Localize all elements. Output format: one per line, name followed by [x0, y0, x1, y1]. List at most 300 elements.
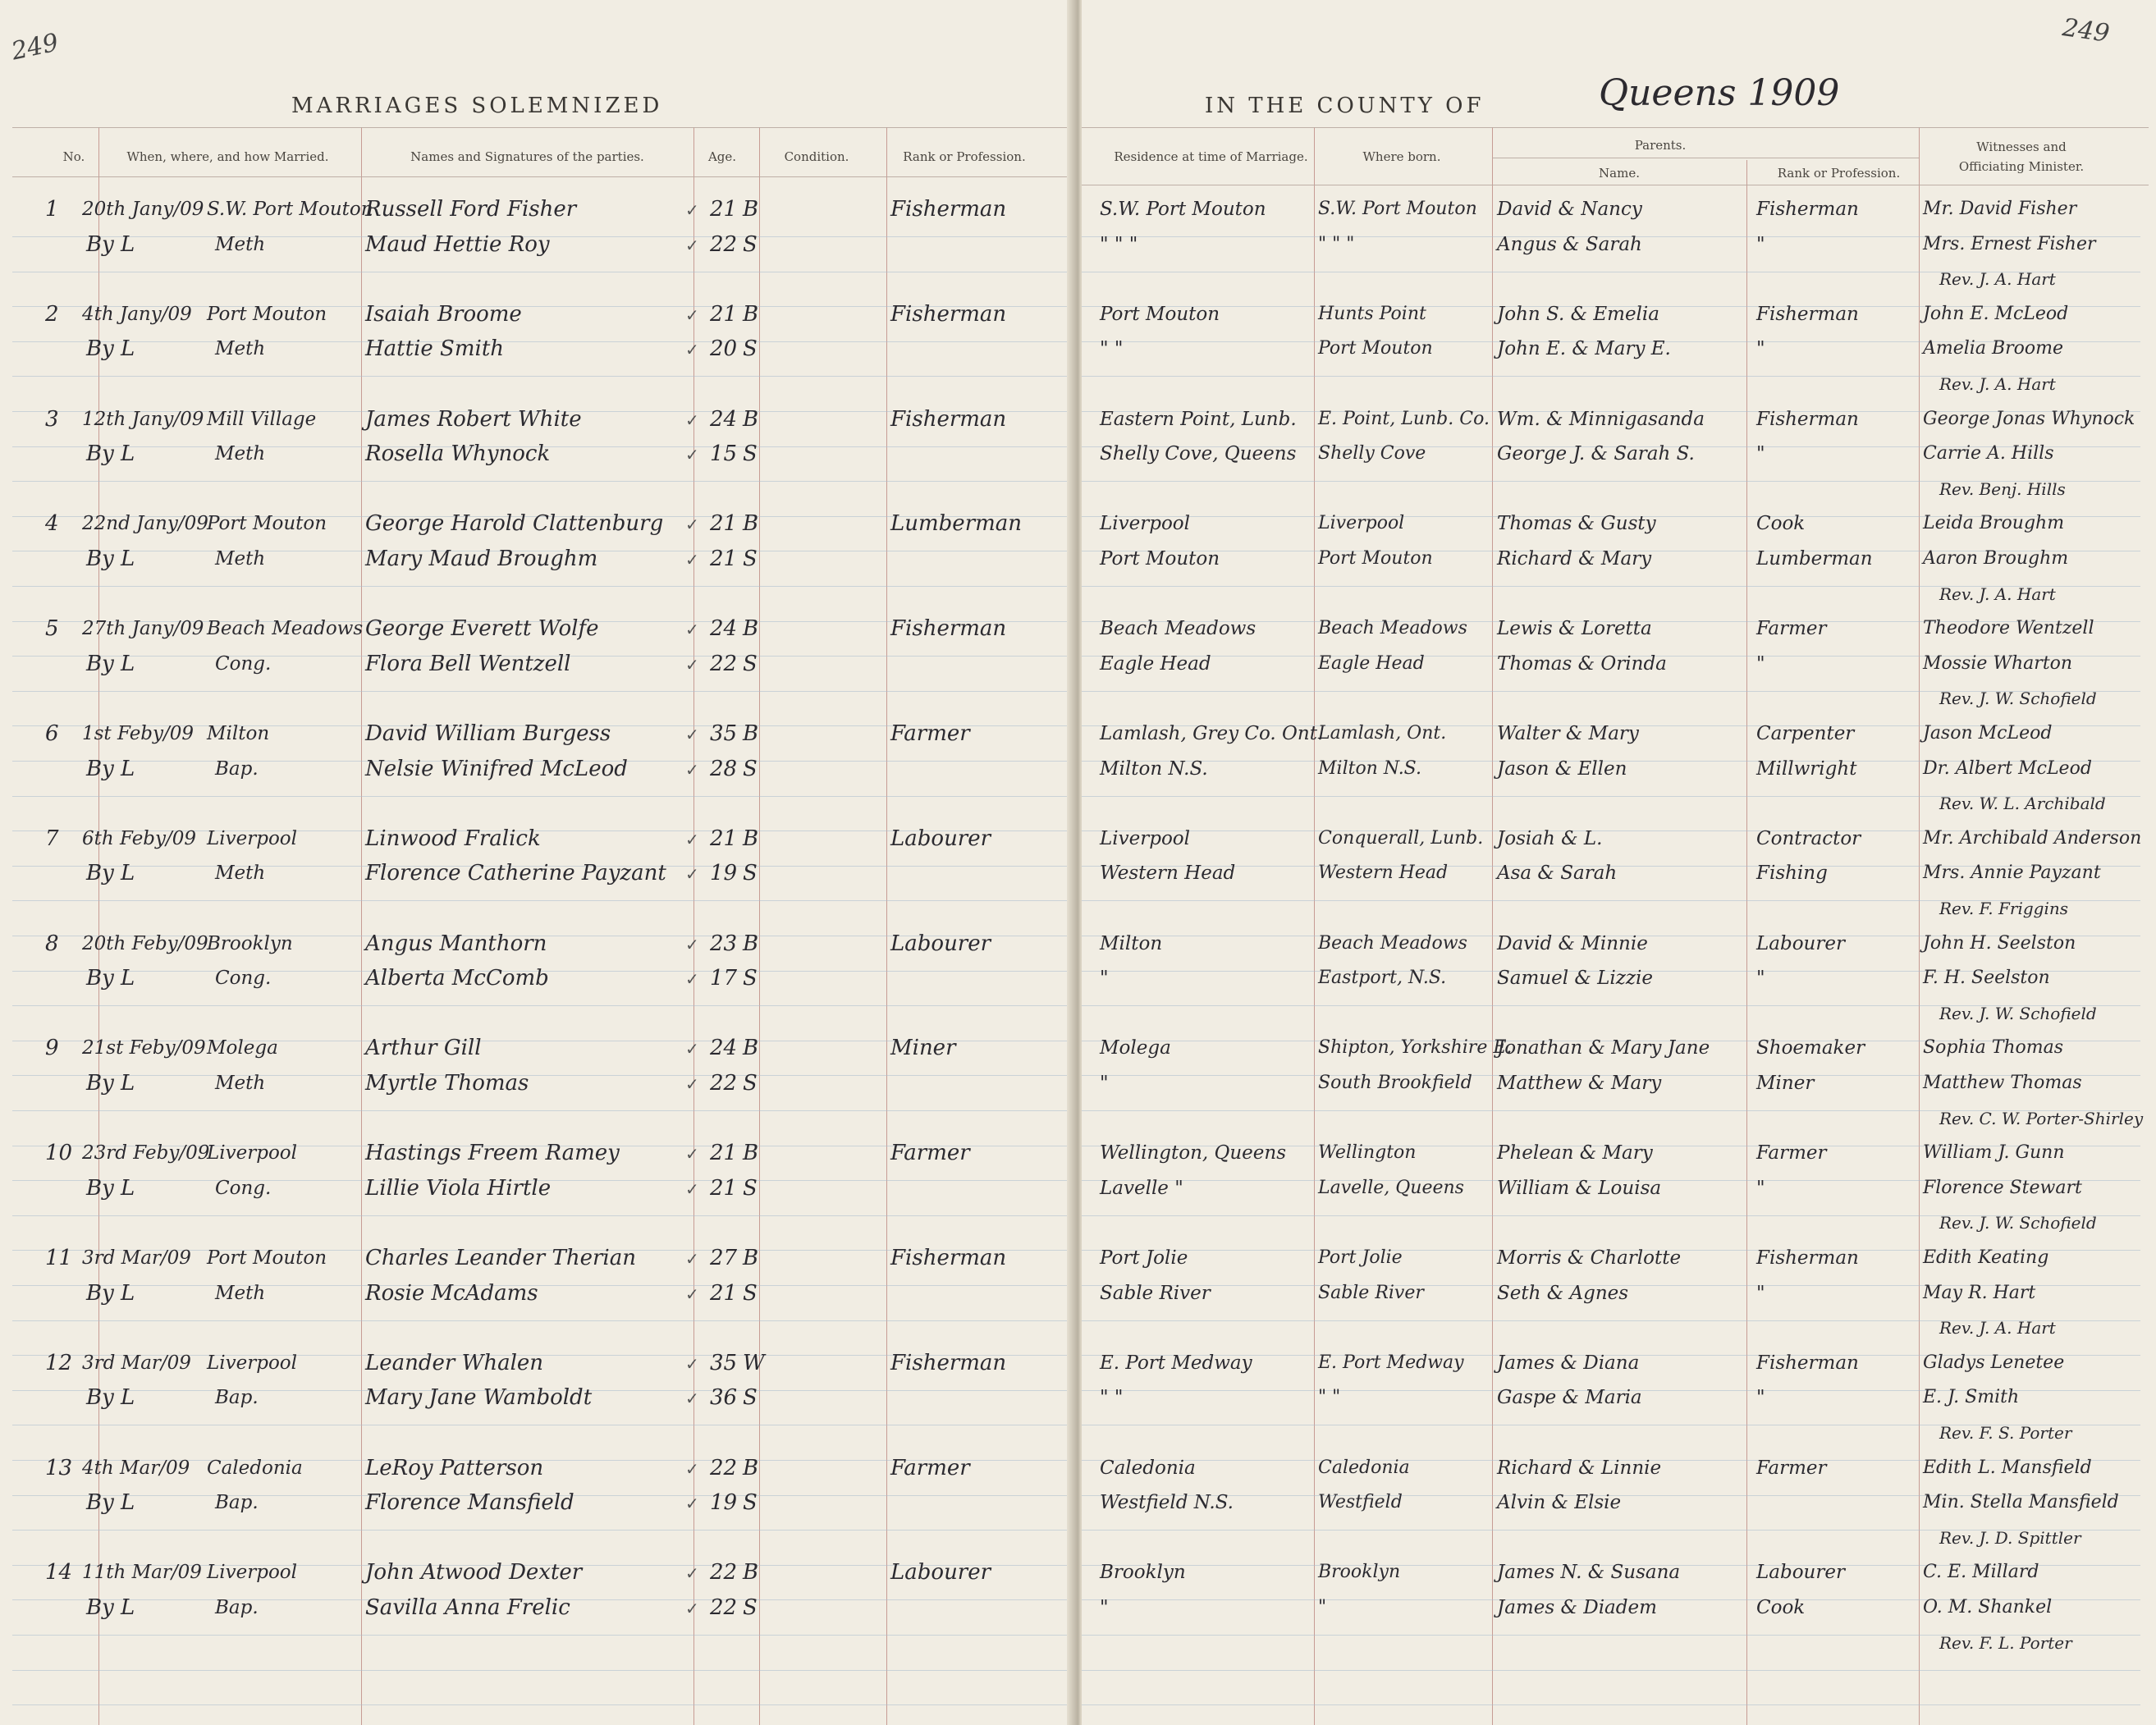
- entry-number: 10: [45, 1141, 73, 1166]
- ruled-line: [12, 1635, 1071, 1636]
- entry-number: 14: [45, 1560, 73, 1585]
- bride-residence: ": [1100, 1073, 1109, 1094]
- entry-denomination: Meth: [215, 1073, 266, 1094]
- rank-profession: Lumberman: [890, 511, 1023, 537]
- groom-parents-rank: Fisherman: [1756, 303, 1859, 325]
- entry-how: By L: [86, 336, 135, 362]
- folio-left: 249: [8, 28, 62, 66]
- check-mark: ✓: [685, 1039, 699, 1059]
- col-witness-header-2: Officiating Minister.: [1958, 159, 2085, 174]
- bride-name: Alberta McComb: [365, 966, 549, 991]
- entry-place: Molega: [207, 1037, 278, 1059]
- groom-parents: John S. & Emelia: [1497, 303, 1659, 325]
- bride-birthplace: " " ": [1318, 233, 1355, 254]
- entry-denomination: Meth: [215, 1282, 266, 1304]
- bride-condition: S: [743, 547, 758, 571]
- rank-profession: Miner: [890, 1036, 956, 1061]
- witness-2: Florence Stewart: [1923, 1177, 2082, 1198]
- officiating-minister: Rev. F. S. Porter: [1939, 1423, 2072, 1443]
- bride-parents: Thomas & Orinda: [1497, 652, 1667, 675]
- groom-condition: W: [743, 1350, 765, 1375]
- check-mark: ✓: [685, 1353, 699, 1374]
- groom-birthplace: Shipton, Yorkshire E.: [1318, 1037, 1513, 1059]
- bride-age: 19: [710, 1490, 738, 1516]
- bride-age: 21: [710, 1175, 738, 1201]
- groom-parents: Jonathan & Mary Jane: [1497, 1037, 1710, 1059]
- entry-denomination: Meth: [215, 443, 266, 465]
- groom-birthplace: Beach Meadows: [1318, 618, 1467, 639]
- officiating-minister: Rev. W. L. Archibald: [1939, 794, 2106, 814]
- groom-residence: Port Mouton: [1100, 303, 1220, 325]
- ruled-line: [12, 1320, 1071, 1321]
- ruled-line: [12, 1075, 1071, 1076]
- groom-parents: Morris & Charlotte: [1497, 1247, 1682, 1269]
- bride-age: 19: [710, 861, 738, 886]
- check-mark: ✓: [685, 410, 699, 430]
- groom-condition: B: [743, 616, 759, 642]
- officiating-minister: Rev. J. A. Hart: [1939, 374, 2056, 394]
- groom-age: 24: [710, 616, 738, 642]
- groom-age: 35: [710, 1350, 738, 1375]
- groom-parents-rank: Labourer: [1756, 1562, 1845, 1584]
- bride-name: Maud Hettie Roy: [365, 231, 550, 257]
- entry-place: S.W. Port Mouton: [207, 199, 373, 220]
- entry-denomination: Meth: [215, 233, 266, 255]
- groom-residence: Eastern Point, Lunb.: [1100, 408, 1297, 430]
- bride-name: Rosella Whynock: [365, 442, 551, 467]
- bride-parents-rank: ": [1756, 338, 1765, 360]
- groom-name: Leander Whalen: [365, 1350, 544, 1375]
- entry-how: By L: [86, 547, 135, 571]
- witness-1: Edith Keating: [1923, 1247, 2049, 1268]
- witness-1: John E. McLeod: [1923, 303, 2069, 324]
- check-mark: ✓: [685, 445, 699, 465]
- groom-name: John Atwood Dexter: [365, 1560, 583, 1585]
- entry-denomination: Cong.: [215, 968, 272, 990]
- groom-parents-rank: Labourer: [1756, 932, 1845, 954]
- groom-condition: B: [743, 721, 759, 746]
- witness-2: O. M. Shankel: [1923, 1597, 2053, 1617]
- officiating-minister: Rev. J. W. Schofield: [1939, 1213, 2097, 1233]
- groom-name: Russell Ford Fisher: [365, 197, 577, 222]
- groom-parents-rank: Contractor: [1756, 827, 1861, 849]
- rank-profession: Fisherman: [890, 616, 1007, 642]
- groom-birthplace: Beach Meadows: [1318, 932, 1467, 954]
- entry-date: 27th Jany/09: [82, 618, 204, 640]
- bride-birthplace: Port Mouton: [1318, 338, 1433, 359]
- bride-birthplace: Eagle Head: [1318, 652, 1425, 674]
- check-mark: ✓: [685, 235, 699, 255]
- rank-profession: Labourer: [890, 1560, 991, 1585]
- bride-parents-rank: Millwright: [1756, 757, 1857, 780]
- bride-name: Mary Jane Wamboldt: [365, 1385, 593, 1411]
- entry-place: Liverpool: [207, 1562, 298, 1584]
- entry-number: 3: [45, 406, 59, 432]
- bride-age: 22: [710, 1595, 738, 1620]
- bride-residence: Lavelle ": [1100, 1177, 1183, 1199]
- entry-date: 20th Feby/09: [82, 932, 208, 954]
- groom-condition: B: [743, 1560, 759, 1585]
- bride-parents-rank: ": [1756, 968, 1765, 990]
- groom-name: George Harold Clattenburg: [365, 511, 664, 537]
- check-mark: ✓: [685, 620, 699, 640]
- rank-profession: Fisherman: [890, 1350, 1007, 1375]
- groom-condition: B: [743, 1036, 759, 1061]
- ruled-line: [12, 341, 1071, 342]
- bride-parents: James & Diadem: [1497, 1597, 1657, 1618]
- entry-place: Brooklyn: [207, 932, 293, 954]
- groom-name: Charles Leander Therian: [365, 1246, 636, 1270]
- ruled-line: [12, 796, 1071, 797]
- entry-how: By L: [86, 1490, 135, 1516]
- entry-date: 22nd Jany/09: [82, 513, 208, 535]
- groom-residence: Lamlash, Grey Co. Ont.: [1100, 723, 1324, 744]
- entry-denomination: Meth: [215, 548, 266, 570]
- groom-condition: B: [743, 1141, 759, 1166]
- officiating-minister: Rev. F. L. Porter: [1939, 1632, 2072, 1653]
- rank-profession: Fisherman: [890, 406, 1007, 432]
- entry-number: 5: [45, 616, 59, 642]
- groom-name: Isaiah Broome: [365, 301, 522, 327]
- register-title: MARRIAGES SOLEMNIZED: [291, 94, 663, 118]
- check-mark: ✓: [685, 1249, 699, 1269]
- groom-name: George Everett Wolfe: [365, 616, 599, 642]
- groom-residence: Wellington, Queens: [1100, 1142, 1287, 1164]
- entry-denomination: Meth: [215, 862, 266, 885]
- bride-parents-rank: ": [1756, 1387, 1765, 1409]
- bride-birthplace: Port Mouton: [1318, 548, 1433, 569]
- bride-parents: George J. & Sarah S.: [1497, 443, 1695, 465]
- witness-2: Min. Stella Mansfield: [1923, 1492, 2119, 1513]
- bride-parents: Samuel & Lizzie: [1497, 968, 1653, 990]
- groom-condition: B: [743, 197, 759, 222]
- col-witness-header-1: Witnesses and: [1976, 140, 2067, 154]
- bride-parents: Matthew & Mary: [1497, 1073, 1662, 1094]
- entry-number: 9: [45, 1036, 59, 1061]
- groom-parents: Josiah & L.: [1497, 827, 1603, 849]
- bride-residence: " " ": [1100, 233, 1138, 255]
- bride-residence: Westfield N.S.: [1100, 1492, 1234, 1514]
- groom-birthplace: S.W. Port Mouton: [1318, 199, 1477, 219]
- bride-residence: " ": [1100, 1387, 1124, 1409]
- witness-1: William J. Gunn: [1923, 1142, 2065, 1164]
- bride-name: Myrtle Thomas: [365, 1071, 529, 1096]
- bride-parents-rank: Miner: [1756, 1073, 1815, 1094]
- groom-condition: B: [743, 1246, 759, 1270]
- entry-place: Caledonia: [207, 1457, 303, 1479]
- groom-name: Hastings Freem Ramey: [365, 1141, 620, 1166]
- groom-age: 35: [710, 721, 738, 746]
- check-mark: ✓: [685, 934, 699, 954]
- entry-place: Milton: [207, 723, 270, 744]
- bride-residence: Port Mouton: [1100, 548, 1220, 570]
- officiating-minister: Rev. J. W. Schofield: [1939, 689, 2097, 709]
- groom-age: 21: [710, 511, 738, 537]
- officiating-minister: Rev. Benj. Hills: [1939, 478, 2066, 499]
- officiating-minister: Rev. C. W. Porter-Shirley: [1939, 1108, 2144, 1128]
- groom-residence: Liverpool: [1100, 827, 1191, 849]
- groom-parents-rank: Farmer: [1756, 1457, 1827, 1479]
- entry-how: By L: [86, 861, 135, 886]
- bride-condition: S: [743, 1071, 758, 1096]
- witness-2: F. H. Seelston: [1923, 968, 2050, 989]
- entry-denomination: Meth: [215, 338, 266, 360]
- groom-name: David William Burgess: [365, 721, 611, 746]
- check-mark: ✓: [685, 829, 699, 849]
- groom-birthplace: Conquerall, Lunb.: [1318, 827, 1484, 849]
- witness-2: Mossie Wharton: [1923, 652, 2073, 674]
- groom-parents-rank: Fisherman: [1756, 1247, 1859, 1269]
- right-page: [1082, 0, 2156, 1725]
- groom-age: 22: [710, 1560, 738, 1585]
- bride-name: Rosie McAdams: [365, 1280, 538, 1306]
- rank-profession: Labourer: [890, 826, 991, 851]
- bride-parents: John E. & Mary E.: [1497, 338, 1671, 360]
- entry-number: 1: [45, 197, 59, 222]
- bride-parents: Seth & Agnes: [1497, 1282, 1629, 1304]
- bride-parents-rank: ": [1756, 652, 1765, 675]
- col-names-header: Names and Signatures of the parties.: [410, 149, 644, 164]
- groom-residence: S.W. Port Mouton: [1100, 199, 1266, 220]
- col-when-header: When, where, and how Married.: [126, 149, 329, 164]
- groom-residence: Caledonia: [1100, 1457, 1196, 1479]
- entry-how: By L: [86, 1071, 135, 1096]
- entry-how: By L: [86, 756, 135, 781]
- col-age-header: Age.: [707, 149, 737, 164]
- bride-birthplace: " ": [1318, 1387, 1341, 1408]
- groom-birthplace: Brooklyn: [1318, 1562, 1401, 1583]
- bride-birthplace: Sable River: [1318, 1282, 1424, 1303]
- bride-residence: Eagle Head: [1100, 652, 1211, 675]
- col-residence-header: Residence at time of Marriage.: [1114, 149, 1308, 164]
- entry-how: By L: [86, 1175, 135, 1201]
- bride-birthplace: South Brookfield: [1318, 1073, 1472, 1093]
- check-mark: ✓: [685, 1494, 699, 1514]
- entry-date: 11th Mar/09: [82, 1562, 202, 1584]
- check-mark: ✓: [685, 654, 699, 675]
- entry-how: By L: [86, 651, 135, 676]
- bride-name: Nelsie Winifred McLeod: [365, 756, 628, 781]
- bride-name: Savilla Anna Frelic: [365, 1595, 570, 1620]
- entry-denomination: Cong.: [215, 1177, 272, 1199]
- bride-birthplace: Westfield: [1318, 1492, 1403, 1513]
- col-parents-name-header: Name.: [1599, 166, 1640, 181]
- groom-name: Linwood Fralick: [365, 826, 541, 851]
- groom-condition: B: [743, 1455, 759, 1480]
- groom-parents: Wm. & Minnigasanda: [1497, 408, 1705, 430]
- groom-parents-rank: Fisherman: [1756, 408, 1859, 430]
- ruled-line: [12, 1670, 1071, 1671]
- groom-name: Arthur Gill: [365, 1036, 482, 1061]
- check-mark: ✓: [685, 1178, 699, 1199]
- groom-parents: Phelean & Mary: [1497, 1142, 1653, 1164]
- officiating-minister: Rev. J. A. Hart: [1939, 269, 2056, 290]
- groom-residence: Milton: [1100, 932, 1163, 954]
- entry-place: Liverpool: [207, 827, 298, 849]
- bride-parents-rank: ": [1756, 1282, 1765, 1304]
- witness-1: Jason McLeod: [1923, 723, 2053, 744]
- entry-how: By L: [86, 1595, 135, 1620]
- groom-age: 21: [710, 197, 738, 222]
- bride-name: Florence Mansfield: [365, 1490, 574, 1516]
- entry-place: Port Mouton: [207, 1247, 327, 1269]
- bride-condition: S: [743, 336, 758, 362]
- bride-parents: Angus & Sarah: [1497, 233, 1642, 255]
- bride-residence: ": [1100, 968, 1109, 990]
- col-no-header: No.: [62, 149, 85, 164]
- witness-2: Matthew Thomas: [1923, 1073, 2082, 1093]
- witness-1: George Jonas Whynock: [1923, 408, 2135, 429]
- bride-parents: Gaspe & Maria: [1497, 1387, 1642, 1409]
- bride-age: 21: [710, 547, 738, 571]
- groom-residence: Molega: [1100, 1037, 1171, 1059]
- entry-how: By L: [86, 1385, 135, 1411]
- bride-birthplace: ": [1318, 1597, 1327, 1617]
- groom-parents: James N. & Susana: [1497, 1562, 1681, 1584]
- check-mark: ✓: [685, 1144, 699, 1164]
- groom-parents-rank: Cook: [1756, 513, 1806, 535]
- witness-2: Aaron Broughm: [1923, 548, 2069, 569]
- bride-age: 15: [710, 442, 738, 467]
- ruled-line: [12, 1704, 1071, 1705]
- bride-birthplace: Western Head: [1318, 862, 1449, 884]
- entry-number: 11: [45, 1246, 73, 1270]
- groom-parents: David & Minnie: [1497, 932, 1648, 954]
- groom-age: 21: [710, 301, 738, 327]
- groom-age: 24: [710, 1036, 738, 1061]
- officiating-minister: Rev. J. W. Schofield: [1939, 1003, 2097, 1023]
- rank-profession: Farmer: [890, 1455, 970, 1480]
- bride-parents-rank: ": [1756, 233, 1765, 255]
- bride-residence: Shelly Cove, Queens: [1100, 443, 1297, 465]
- bride-condition: S: [743, 966, 758, 991]
- groom-birthplace: E. Port Medway: [1318, 1352, 1464, 1373]
- witness-2: May R. Hart: [1923, 1282, 2036, 1303]
- bride-parents: William & Louisa: [1497, 1177, 1662, 1199]
- check-mark: ✓: [685, 1599, 699, 1618]
- witness-1: Leida Broughm: [1923, 513, 2065, 534]
- bride-residence: Sable River: [1100, 1282, 1211, 1304]
- entry-number: 6: [45, 721, 59, 746]
- bride-age: 22: [710, 231, 738, 257]
- groom-parents: Thomas & Gusty: [1497, 513, 1656, 535]
- groom-birthplace: Port Jolie: [1318, 1247, 1403, 1268]
- witness-1: Mr. Archibald Anderson: [1923, 827, 2142, 849]
- check-mark: ✓: [685, 200, 699, 220]
- groom-parents: Walter & Mary: [1497, 723, 1639, 744]
- groom-residence: Beach Meadows: [1100, 618, 1257, 640]
- entry-denomination: Bap.: [215, 1492, 259, 1514]
- rank-profession: Farmer: [890, 1141, 970, 1166]
- check-mark: ✓: [685, 864, 699, 885]
- entry-date: 23rd Feby/09: [82, 1142, 210, 1164]
- witness-1: Mr. David Fisher: [1923, 199, 2077, 219]
- entry-denomination: Cong.: [215, 652, 272, 675]
- county-label: IN THE COUNTY OF: [1205, 94, 1485, 118]
- ruled-line: [12, 376, 1071, 377]
- bride-birthplace: Shelly Cove: [1318, 443, 1426, 464]
- bride-name: Lillie Viola Hirtle: [365, 1175, 552, 1201]
- entry-how: By L: [86, 231, 135, 257]
- check-mark: ✓: [685, 1283, 699, 1304]
- check-mark: ✓: [685, 759, 699, 780]
- bride-parents: Jason & Ellen: [1497, 757, 1627, 780]
- check-mark: ✓: [685, 1389, 699, 1409]
- witness-1: Edith L. Mansfield: [1923, 1457, 2092, 1478]
- witness-1: Sophia Thomas: [1923, 1037, 2064, 1059]
- bride-parents-rank: ": [1756, 1177, 1765, 1199]
- bride-age: 22: [710, 1071, 738, 1096]
- groom-age: 24: [710, 406, 738, 432]
- col-condition-header: Condition.: [784, 149, 849, 164]
- check-mark: ✓: [685, 304, 699, 325]
- entry-date: 1st Feby/09: [82, 723, 195, 744]
- bride-parents-rank: ": [1756, 443, 1765, 465]
- bride-birthplace: Milton N.S.: [1318, 757, 1421, 779]
- entry-number: 12: [45, 1350, 73, 1375]
- ruled-line: [12, 1110, 1071, 1111]
- bride-residence: ": [1100, 1597, 1109, 1618]
- groom-birthplace: Wellington: [1318, 1142, 1417, 1164]
- entry-how: By L: [86, 966, 135, 991]
- check-mark: ✓: [685, 1074, 699, 1094]
- witness-2: Dr. Albert McLeod: [1923, 757, 2092, 779]
- ruled-line: [12, 586, 1071, 587]
- groom-residence: Liverpool: [1100, 513, 1191, 535]
- bride-parents: Richard & Mary: [1497, 548, 1652, 570]
- ruled-line: [12, 1530, 1071, 1531]
- rank-profession: Fisherman: [890, 197, 1007, 222]
- witness-1: C. E. Millard: [1923, 1562, 2039, 1583]
- bride-condition: S: [743, 442, 758, 467]
- groom-condition: B: [743, 301, 759, 327]
- entry-date: 4th Jany/09: [82, 303, 192, 325]
- check-mark: ✓: [685, 725, 699, 744]
- entry-date: 12th Jany/09: [82, 408, 204, 430]
- witness-2: Mrs. Ernest Fisher: [1923, 233, 2096, 254]
- entry-denomination: Bap.: [215, 1597, 259, 1618]
- bride-condition: S: [743, 756, 758, 781]
- bride-condition: S: [743, 651, 758, 676]
- groom-name: James Robert White: [365, 406, 582, 432]
- ruled-line: [12, 481, 1071, 482]
- groom-residence: Brooklyn: [1100, 1562, 1186, 1584]
- groom-parents: Richard & Linnie: [1497, 1457, 1662, 1479]
- groom-birthplace: E. Point, Lunb. Co.: [1318, 408, 1490, 429]
- groom-birthplace: Hunts Point: [1318, 303, 1426, 324]
- bride-age: 36: [710, 1385, 738, 1411]
- entry-number: 7: [45, 826, 59, 851]
- bride-age: 21: [710, 1280, 738, 1306]
- ruled-line: [12, 900, 1071, 901]
- witness-2: Mrs. Annie Payzant: [1923, 862, 2101, 884]
- entry-how: By L: [86, 1280, 135, 1306]
- rank-profession: Farmer: [890, 721, 970, 746]
- bride-name: Flora Bell Wentzell: [365, 651, 571, 676]
- bride-parents-rank: Lumberman: [1756, 548, 1873, 570]
- entry-place: Port Mouton: [207, 513, 327, 535]
- groom-residence: Port Jolie: [1100, 1247, 1188, 1269]
- groom-age: 21: [710, 1141, 738, 1166]
- col-rank-header: Rank or Profession.: [903, 149, 1026, 164]
- entry-date: 6th Feby/09: [82, 827, 197, 849]
- witness-2: E. J. Smith: [1923, 1387, 2020, 1408]
- bride-condition: S: [743, 861, 758, 886]
- bride-residence: Western Head: [1100, 862, 1236, 885]
- bride-age: 28: [710, 756, 738, 781]
- bride-parents: Asa & Sarah: [1497, 862, 1618, 885]
- officiating-minister: Rev. F. Friggins: [1939, 899, 2068, 918]
